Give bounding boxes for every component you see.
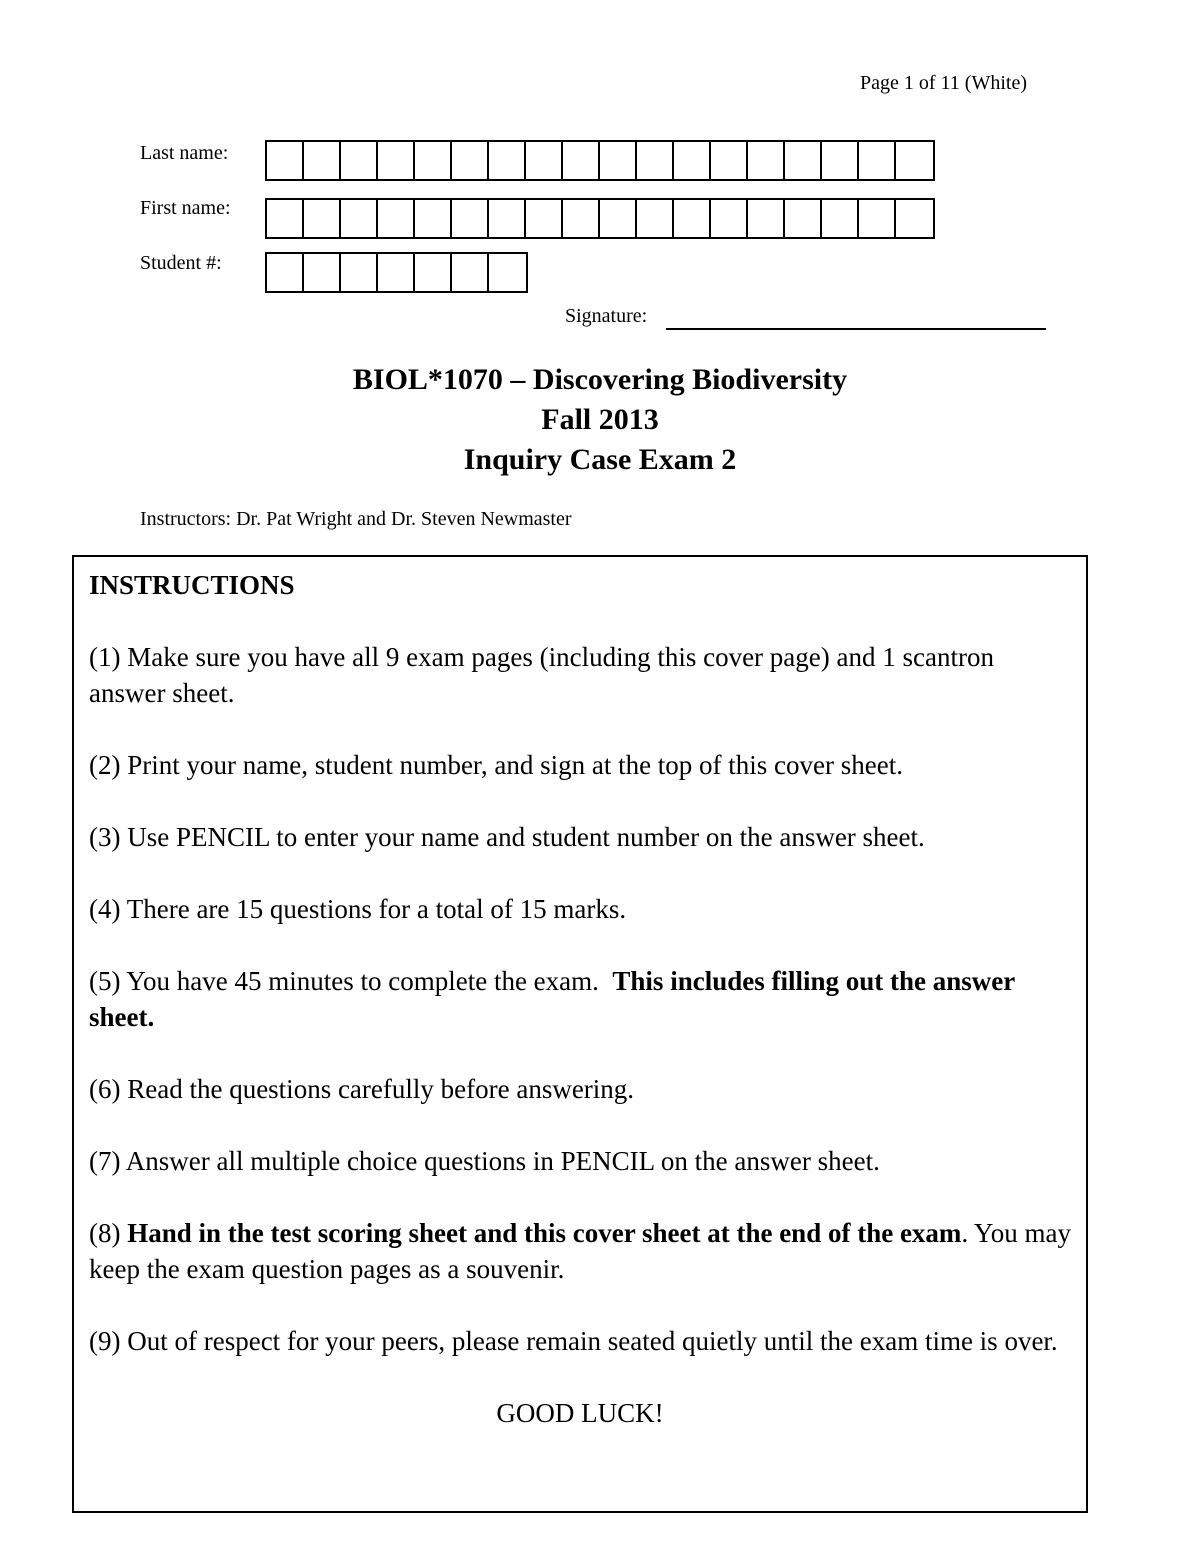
instruction-4: (4) There are 15 questions for a total of 15 marks.: [89, 894, 627, 924]
signature-label: Signature:: [565, 305, 648, 327]
letter-box[interactable]: [452, 142, 489, 179]
first-name-label: First name:: [140, 197, 231, 219]
instructions-box: [72, 555, 1088, 1513]
good-luck: GOOD LUCK!: [496, 1398, 664, 1428]
instructors: Instructors: Dr. Pat Wright and Dr. Steven Newmaster: [140, 508, 572, 530]
instruction-5: [89, 963, 1071, 1035]
exam-name: Inquiry Case Exam 2: [463, 443, 737, 476]
page-number: Page 1 of 11 (White): [860, 72, 1027, 94]
letter-box[interactable]: [822, 200, 859, 237]
letter-box[interactable]: [267, 254, 304, 291]
student-number-boxes[interactable]: [265, 252, 528, 293]
instruction-5-bold: This includes filling out the answer sheet.: [89, 966, 1015, 1032]
letter-box[interactable]: [674, 200, 711, 237]
instruction-3: (3) Use PENCIL to enter your name and student number on the answer sheet.: [89, 822, 925, 852]
instruction-1: (1) Make sure you have all 9 exam pages (including this cover page) and 1 scantron answer sheet.: [89, 642, 994, 708]
last-name-boxes[interactable]: [265, 140, 935, 181]
letter-box[interactable]: [785, 142, 822, 179]
letter-box[interactable]: [526, 200, 563, 237]
letter-box[interactable]: [526, 142, 563, 179]
instruction-8-number: (8): [89, 1218, 121, 1248]
letter-box[interactable]: [563, 200, 600, 237]
letter-box[interactable]: [563, 142, 600, 179]
letter-box[interactable]: [304, 200, 341, 237]
letter-box[interactable]: [859, 200, 896, 237]
instruction-8: [89, 1215, 1071, 1287]
letter-box[interactable]: [711, 142, 748, 179]
letter-box[interactable]: [415, 200, 452, 237]
instruction-7: (7) Answer all multiple choice questions in PENCIL on the answer sheet.: [89, 1146, 880, 1176]
letter-box[interactable]: [378, 200, 415, 237]
letter-box[interactable]: [896, 200, 933, 237]
letter-box[interactable]: [341, 254, 378, 291]
letter-box[interactable]: [415, 142, 452, 179]
letter-box[interactable]: [748, 200, 785, 237]
letter-box[interactable]: [859, 142, 896, 179]
term: Fall 2013: [541, 403, 659, 436]
instruction-8-rest: . You may keep the exam question pages as a souvenir.: [89, 1218, 1071, 1284]
letter-box[interactable]: [711, 200, 748, 237]
instruction-2: (2) Print your name, student number, and sign at the top of this cover sheet.: [89, 750, 903, 780]
letter-box[interactable]: [267, 200, 304, 237]
letter-box[interactable]: [600, 200, 637, 237]
letter-box[interactable]: [637, 142, 674, 179]
letter-box[interactable]: [822, 142, 859, 179]
letter-box[interactable]: [341, 200, 378, 237]
instruction-8-bold: Hand in the test scoring sheet and this cover sheet at the end of the exam: [127, 1218, 962, 1248]
student-number-label: Student #:: [140, 252, 222, 274]
course-title: BIOL*1070 – Discovering Biodiversity: [352, 363, 848, 396]
letter-box[interactable]: [415, 254, 452, 291]
letter-box[interactable]: [674, 142, 711, 179]
letter-box[interactable]: [267, 142, 304, 179]
letter-box[interactable]: [378, 142, 415, 179]
letter-box[interactable]: [896, 142, 933, 179]
instruction-5-text: (5) You have 45 minutes to complete the exam.: [89, 966, 599, 996]
letter-box[interactable]: [489, 200, 526, 237]
letter-box[interactable]: [304, 142, 341, 179]
letter-box[interactable]: [489, 254, 526, 291]
letter-box[interactable]: [785, 200, 822, 237]
letter-box[interactable]: [452, 200, 489, 237]
signature-line[interactable]: [666, 328, 1046, 330]
exam-title: [0, 360, 1200, 480]
last-name-label: Last name:: [140, 142, 229, 164]
instructions-heading: INSTRUCTIONS: [89, 570, 295, 600]
letter-box[interactable]: [378, 254, 415, 291]
first-name-boxes[interactable]: [265, 198, 935, 239]
instruction-6: (6) Read the questions carefully before answering.: [89, 1074, 635, 1104]
letter-box[interactable]: [304, 254, 341, 291]
instruction-9: (9) Out of respect for your peers, please remain seated quietly until the exam time is over.: [89, 1326, 1058, 1356]
letter-box[interactable]: [748, 142, 785, 179]
letter-box[interactable]: [637, 200, 674, 237]
letter-box[interactable]: [452, 254, 489, 291]
letter-box[interactable]: [341, 142, 378, 179]
letter-box[interactable]: [600, 142, 637, 179]
letter-box[interactable]: [489, 142, 526, 179]
